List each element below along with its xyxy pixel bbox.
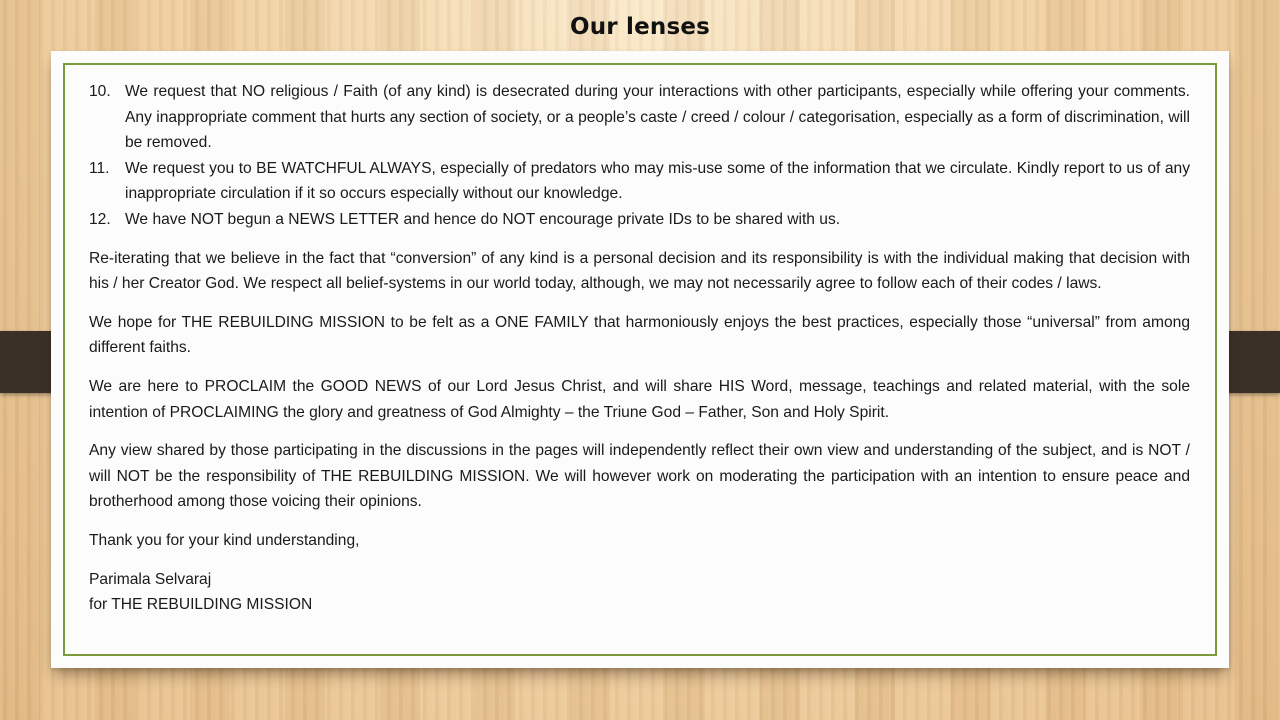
list-item-text: We request that NO religious / Faith (of any kind) is desecrated during your interactions with other participants, especially while offering your comments. Any inappropriate comment that hurts any section of society, or a people’s caste / creed / colour / categorisation, especially as a form of discrimination, will be removed. (125, 83, 1190, 152)
signature-name: Parimala Selvaraj (89, 570, 212, 588)
list-item-number: 11. (89, 159, 110, 177)
paragraph-one-family: We hope for THE REBUILDING MISSION to be felt as a ONE FAMILY that harmoniously enjoys the best practices, especially those “universal” from among different faiths. (89, 313, 1190, 357)
signature-block (89, 567, 1190, 618)
card-content (89, 79, 1190, 618)
list-item (89, 207, 1190, 233)
list-item-number: 12. (89, 210, 111, 228)
paragraph-conversion: Re-iterating that we believe in the fact that “conversion” of any kind is a personal decision and its responsibility is with the individual making that decision with his / her Creator God. We respect all belief-systems in our world today, although, we may not necessarily agree to follow each of their codes / laws. (89, 249, 1190, 293)
paragraph-disclaimer: Any view shared by those participating in the discussions in the pages will independently reflect their own view and understanding of the subject, and is NOT / will NOT be the responsibility of THE REBUILDING MISSION. We will however work on moderating the participation with an intention to ensure peace and brotherhood among those voicing their opinions. (89, 442, 1190, 511)
numbered-list (89, 79, 1190, 233)
paragraph-thank-you: Thank you for your kind understanding, (89, 531, 360, 549)
content-card (51, 51, 1229, 668)
list-item (89, 156, 1190, 207)
signature-organization: for THE REBUILDING MISSION (89, 596, 313, 614)
list-item-text: We have NOT begun a NEWS LETTER and hence do NOT encourage private IDs to be shared with us. (125, 210, 841, 228)
list-item-number: 10. (89, 83, 111, 100)
slide-title: Our lenses (569, 14, 711, 40)
list-item-text: We request you to BE WATCHFUL ALWAYS, especially of predators who may mis-use some of the information that we circulate. Kindly report to us of any inappropriate circulation if it so occurs especially without our knowledge. (125, 159, 1190, 203)
list-item (89, 79, 1190, 156)
paragraph-proclaim: We are here to PROCLAIM the GOOD NEWS of our Lord Jesus Christ, and will share HIS Word, message, teachings and related material, with the sole intention of PROCLAIMING the glory and greatness of God Almighty – the Triune God – Father, Son and Holy Spirit. (89, 377, 1190, 421)
